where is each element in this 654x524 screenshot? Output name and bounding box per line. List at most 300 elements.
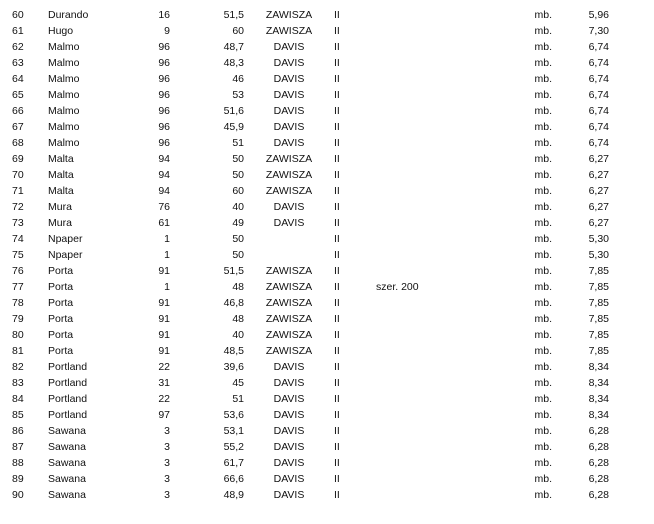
- unit-cell[interactable]: mb.: [534, 297, 552, 309]
- manufacturer-cell[interactable]: ZAWISZA: [265, 9, 313, 21]
- table-row: [0, 407, 618, 423]
- quantity-cell[interactable]: 96: [158, 137, 170, 149]
- grade-cell[interactable]: II: [334, 265, 340, 277]
- quantity-cell[interactable]: 3: [164, 425, 170, 437]
- unit-cell[interactable]: mb.: [534, 457, 552, 469]
- unit-cell[interactable]: mb.: [534, 105, 552, 117]
- price-cell[interactable]: 6,74: [588, 121, 609, 133]
- unit-cell[interactable]: mb.: [534, 233, 552, 245]
- note-cell[interactable]: [358, 471, 462, 487]
- value-cell[interactable]: 51,5: [223, 9, 244, 21]
- quantity-cell[interactable]: 3: [164, 473, 170, 485]
- product-name-cell[interactable]: Malmo: [48, 105, 80, 117]
- value-cell[interactable]: 55,2: [223, 441, 244, 453]
- manufacturer-cell[interactable]: ZAWISZA: [265, 185, 313, 197]
- value-cell[interactable]: 60: [232, 185, 244, 197]
- product-name-cell[interactable]: Porta: [48, 265, 74, 277]
- manufacturer-cell[interactable]: ZAWISZA: [265, 329, 313, 341]
- table-row: [0, 39, 618, 55]
- price-cell[interactable]: 6,28: [588, 457, 609, 469]
- row-number-cell[interactable]: 67: [12, 121, 24, 133]
- note-cell[interactable]: [358, 423, 462, 439]
- table-row: [0, 487, 618, 503]
- unit-cell[interactable]: mb.: [534, 425, 552, 437]
- note-cell[interactable]: [358, 263, 462, 279]
- value-cell[interactable]: 40: [232, 329, 244, 341]
- value-cell[interactable]: 46: [232, 73, 244, 85]
- table-row: [0, 23, 618, 39]
- price-cell[interactable]: 6,74: [588, 57, 609, 69]
- grade-cell[interactable]: II: [334, 457, 340, 469]
- product-name-cell[interactable]: Portland: [48, 393, 88, 405]
- quantity-cell[interactable]: 3: [164, 457, 170, 469]
- note-cell[interactable]: [358, 103, 462, 119]
- product-name-cell[interactable]: Mura: [48, 201, 72, 213]
- grade-cell[interactable]: II: [334, 201, 340, 213]
- value-cell[interactable]: 50: [232, 249, 244, 261]
- grade-cell[interactable]: II: [334, 153, 340, 165]
- value-cell[interactable]: 51: [232, 393, 244, 405]
- grade-cell[interactable]: II: [334, 393, 340, 405]
- row-number-cell[interactable]: 66: [12, 105, 24, 117]
- price-cell[interactable]: 8,34: [588, 361, 609, 373]
- manufacturer-cell[interactable]: DAVIS: [273, 73, 305, 85]
- price-cell[interactable]: 7,85: [588, 345, 609, 357]
- unit-cell[interactable]: mb.: [534, 249, 552, 261]
- grade-cell[interactable]: II: [334, 329, 340, 341]
- quantity-cell[interactable]: 1: [164, 281, 170, 293]
- table-row: [0, 55, 618, 71]
- price-cell[interactable]: 6,74: [588, 89, 609, 101]
- value-cell[interactable]: 53: [232, 89, 244, 101]
- product-name-cell[interactable]: Npaper: [48, 233, 83, 245]
- quantity-cell[interactable]: 3: [164, 441, 170, 453]
- manufacturer-cell[interactable]: DAVIS: [273, 489, 305, 501]
- value-cell[interactable]: 50: [232, 169, 244, 181]
- product-name-cell[interactable]: Malta: [48, 153, 74, 165]
- row-number-cell[interactable]: 85: [12, 409, 24, 421]
- price-cell[interactable]: 7,85: [588, 265, 609, 277]
- row-number-cell[interactable]: 81: [12, 345, 24, 357]
- price-cell[interactable]: 7,85: [588, 329, 609, 341]
- row-number-cell[interactable]: 71: [12, 185, 24, 197]
- note-cell[interactable]: [358, 407, 462, 423]
- row-number-cell[interactable]: 68: [12, 137, 24, 149]
- value-cell[interactable]: 53,1: [223, 425, 244, 437]
- unit-cell[interactable]: mb.: [534, 409, 552, 421]
- quantity-cell[interactable]: 91: [158, 329, 170, 341]
- manufacturer-cell[interactable]: ZAWISZA: [265, 153, 313, 165]
- price-cell[interactable]: 6,28: [588, 489, 609, 501]
- note-cell[interactable]: [358, 151, 462, 167]
- grade-cell[interactable]: II: [334, 473, 340, 485]
- note-cell[interactable]: szer. 200: [376, 281, 419, 293]
- note-cell[interactable]: [358, 199, 462, 215]
- manufacturer-cell[interactable]: ZAWISZA: [265, 297, 313, 309]
- value-cell[interactable]: 60: [232, 25, 244, 37]
- value-cell[interactable]: 39,6: [223, 361, 244, 373]
- product-name-cell[interactable]: Malmo: [48, 121, 80, 133]
- manufacturer-cell[interactable]: DAVIS: [273, 89, 305, 101]
- product-name-cell[interactable]: Durando: [48, 9, 89, 21]
- grade-cell[interactable]: II: [334, 185, 340, 197]
- price-cell[interactable]: 6,27: [588, 217, 609, 229]
- value-cell[interactable]: 50: [232, 233, 244, 245]
- manufacturer-cell[interactable]: [244, 231, 334, 247]
- value-cell[interactable]: 40: [232, 201, 244, 213]
- value-cell[interactable]: 51,6: [223, 105, 244, 117]
- price-cell[interactable]: 8,34: [588, 393, 609, 405]
- price-cell[interactable]: 6,27: [588, 153, 609, 165]
- grade-cell[interactable]: II: [334, 169, 340, 181]
- product-name-cell[interactable]: Porta: [48, 281, 74, 293]
- product-name-cell[interactable]: Malta: [48, 169, 74, 181]
- table-row: [0, 231, 618, 247]
- manufacturer-cell[interactable]: DAVIS: [273, 409, 305, 421]
- row-number-cell[interactable]: 74: [12, 233, 24, 245]
- row-number-cell[interactable]: 65: [12, 89, 24, 101]
- price-cell[interactable]: 6,28: [588, 441, 609, 453]
- table-row: [0, 151, 618, 167]
- row-number-cell[interactable]: 69: [12, 153, 24, 165]
- row-number-cell[interactable]: 70: [12, 169, 24, 181]
- unit-cell[interactable]: mb.: [534, 441, 552, 453]
- unit-cell[interactable]: mb.: [534, 121, 552, 133]
- note-cell[interactable]: [358, 359, 462, 375]
- product-name-cell[interactable]: Malta: [48, 185, 74, 197]
- price-cell[interactable]: 5,30: [588, 249, 609, 261]
- row-number-cell[interactable]: 78: [12, 297, 24, 309]
- value-cell[interactable]: 66,6: [223, 473, 244, 485]
- product-name-cell[interactable]: Malmo: [48, 137, 80, 149]
- grade-cell[interactable]: II: [334, 25, 340, 37]
- product-name-cell[interactable]: Hugo: [48, 25, 74, 37]
- product-name-cell[interactable]: Sawana: [48, 489, 86, 501]
- manufacturer-cell[interactable]: DAVIS: [273, 41, 305, 53]
- unit-cell[interactable]: mb.: [534, 281, 552, 293]
- quantity-cell[interactable]: 1: [164, 233, 170, 245]
- unit-cell[interactable]: mb.: [534, 473, 552, 485]
- grade-cell[interactable]: II: [334, 361, 340, 373]
- price-cell[interactable]: 6,74: [588, 41, 609, 53]
- note-cell[interactable]: [358, 39, 462, 55]
- quantity-cell[interactable]: 61: [158, 217, 170, 229]
- value-cell[interactable]: 45: [232, 377, 244, 389]
- note-cell[interactable]: [358, 311, 462, 327]
- quantity-cell[interactable]: 96: [158, 57, 170, 69]
- product-name-cell[interactable]: Porta: [48, 329, 74, 341]
- product-name-cell[interactable]: Porta: [48, 297, 74, 309]
- value-cell[interactable]: 53,6: [223, 409, 244, 421]
- grade-cell[interactable]: II: [334, 425, 340, 437]
- grade-cell[interactable]: II: [334, 377, 340, 389]
- product-name-cell[interactable]: Sawana: [48, 473, 86, 485]
- product-name-cell[interactable]: Sawana: [48, 457, 86, 469]
- note-cell[interactable]: [358, 55, 462, 71]
- quantity-cell[interactable]: 16: [158, 9, 170, 21]
- table-row: [0, 327, 618, 343]
- row-number-cell[interactable]: 77: [12, 281, 24, 293]
- value-cell[interactable]: 51: [232, 137, 244, 149]
- row-number-cell[interactable]: 72: [12, 201, 24, 213]
- manufacturer-cell[interactable]: DAVIS: [273, 57, 305, 69]
- manufacturer-cell[interactable]: [244, 247, 334, 263]
- price-cell[interactable]: 6,74: [588, 73, 609, 85]
- grade-cell[interactable]: II: [334, 137, 340, 149]
- note-cell[interactable]: [358, 183, 462, 199]
- grade-cell[interactable]: II: [334, 105, 340, 117]
- note-cell[interactable]: [358, 343, 462, 359]
- unit-cell[interactable]: mb.: [534, 185, 552, 197]
- row-number-cell[interactable]: 60: [12, 9, 24, 21]
- grade-cell[interactable]: II: [334, 489, 340, 501]
- product-name-cell[interactable]: Malmo: [48, 89, 80, 101]
- product-name-cell[interactable]: Portland: [48, 409, 88, 421]
- row-number-cell[interactable]: 80: [12, 329, 24, 341]
- quantity-cell[interactable]: 96: [158, 121, 170, 133]
- price-cell[interactable]: 6,74: [588, 105, 609, 117]
- grade-cell[interactable]: II: [334, 249, 340, 261]
- grade-cell[interactable]: II: [334, 121, 340, 133]
- note-cell[interactable]: [358, 455, 462, 471]
- note-cell[interactable]: [358, 167, 462, 183]
- note-cell[interactable]: [358, 327, 462, 343]
- price-cell[interactable]: 5,96: [588, 9, 609, 21]
- table-row: [0, 279, 618, 295]
- price-cell[interactable]: 7,30: [588, 25, 609, 37]
- grade-cell[interactable]: II: [334, 9, 340, 21]
- manufacturer-cell[interactable]: ZAWISZA: [265, 281, 313, 293]
- note-cell[interactable]: [358, 487, 462, 503]
- product-name-cell[interactable]: Porta: [48, 313, 74, 325]
- unit-cell[interactable]: mb.: [534, 25, 552, 37]
- grade-cell[interactable]: II: [334, 89, 340, 101]
- note-cell[interactable]: [358, 247, 462, 263]
- product-name-cell[interactable]: Sawana: [48, 425, 86, 437]
- quantity-cell[interactable]: 96: [158, 105, 170, 117]
- quantity-cell[interactable]: 91: [158, 313, 170, 325]
- note-cell[interactable]: [358, 375, 462, 391]
- unit-cell[interactable]: mb.: [534, 9, 552, 21]
- table-row: [0, 439, 618, 455]
- table-row: [0, 135, 618, 151]
- row-number-cell[interactable]: 83: [12, 377, 24, 389]
- product-name-cell[interactable]: Portland: [48, 361, 88, 373]
- unit-cell[interactable]: mb.: [534, 489, 552, 501]
- grade-cell[interactable]: II: [334, 233, 340, 245]
- row-number-cell[interactable]: 75: [12, 249, 24, 261]
- grade-cell[interactable]: II: [334, 217, 340, 229]
- note-cell[interactable]: [358, 87, 462, 103]
- value-cell[interactable]: 48: [232, 281, 244, 293]
- quantity-cell[interactable]: 94: [158, 153, 170, 165]
- unit-cell[interactable]: mb.: [534, 377, 552, 389]
- row-number-cell[interactable]: 82: [12, 361, 24, 373]
- unit-cell[interactable]: mb.: [534, 361, 552, 373]
- quantity-cell[interactable]: 94: [158, 169, 170, 181]
- value-cell[interactable]: 48,7: [223, 41, 244, 53]
- grade-cell[interactable]: II: [334, 345, 340, 357]
- value-cell[interactable]: 48,5: [223, 345, 244, 357]
- unit-cell[interactable]: mb.: [534, 393, 552, 405]
- grade-cell[interactable]: II: [334, 409, 340, 421]
- quantity-cell[interactable]: 91: [158, 265, 170, 277]
- price-cell[interactable]: 6,74: [588, 137, 609, 149]
- quantity-cell[interactable]: 3: [164, 489, 170, 501]
- row-number-cell[interactable]: 76: [12, 265, 24, 277]
- row-number-cell[interactable]: 73: [12, 217, 24, 229]
- row-number-cell[interactable]: 84: [12, 393, 24, 405]
- manufacturer-cell[interactable]: DAVIS: [273, 393, 305, 405]
- table-row: [0, 7, 618, 23]
- price-cell[interactable]: 6,27: [588, 185, 609, 197]
- quantity-cell[interactable]: 94: [158, 185, 170, 197]
- row-number-cell[interactable]: 89: [12, 473, 24, 485]
- product-name-cell[interactable]: Portland: [48, 377, 88, 389]
- row-number-cell[interactable]: 87: [12, 441, 24, 453]
- quantity-cell[interactable]: 91: [158, 345, 170, 357]
- quantity-cell[interactable]: 9: [164, 25, 170, 37]
- row-number-cell[interactable]: 64: [12, 73, 24, 85]
- row-number-cell[interactable]: 63: [12, 57, 24, 69]
- grade-cell[interactable]: II: [334, 57, 340, 69]
- unit-cell[interactable]: mb.: [534, 137, 552, 149]
- product-name-cell[interactable]: Malmo: [48, 41, 80, 53]
- unit-cell[interactable]: mb.: [534, 73, 552, 85]
- manufacturer-cell[interactable]: ZAWISZA: [265, 313, 313, 325]
- table-row: [0, 423, 618, 439]
- note-cell[interactable]: [358, 439, 462, 455]
- quantity-cell[interactable]: 97: [158, 409, 170, 421]
- price-cell[interactable]: 5,30: [588, 233, 609, 245]
- value-cell[interactable]: 46,8: [223, 297, 244, 309]
- note-cell[interactable]: [358, 7, 462, 23]
- price-cell[interactable]: 8,34: [588, 377, 609, 389]
- product-name-cell[interactable]: Npaper: [48, 249, 83, 261]
- table-row: [0, 391, 618, 407]
- manufacturer-cell[interactable]: DAVIS: [273, 473, 305, 485]
- manufacturer-cell[interactable]: DAVIS: [273, 105, 305, 117]
- note-cell[interactable]: [358, 71, 462, 87]
- note-cell[interactable]: [358, 295, 462, 311]
- value-cell[interactable]: 48: [232, 313, 244, 325]
- unit-cell[interactable]: mb.: [534, 153, 552, 165]
- value-cell[interactable]: 51,5: [223, 265, 244, 277]
- grade-cell[interactable]: II: [334, 313, 340, 325]
- note-cell[interactable]: [358, 23, 462, 39]
- quantity-cell[interactable]: 76: [158, 201, 170, 213]
- manufacturer-cell[interactable]: ZAWISZA: [265, 169, 313, 181]
- table-row: [0, 87, 618, 103]
- row-number-cell[interactable]: 62: [12, 41, 24, 53]
- manufacturer-cell[interactable]: DAVIS: [273, 217, 305, 229]
- quantity-cell[interactable]: 22: [158, 361, 170, 373]
- table-row: [0, 311, 618, 327]
- price-cell[interactable]: 7,85: [588, 297, 609, 309]
- quantity-cell[interactable]: 96: [158, 89, 170, 101]
- note-cell[interactable]: [358, 391, 462, 407]
- note-cell[interactable]: [358, 119, 462, 135]
- grade-cell[interactable]: II: [334, 297, 340, 309]
- row-number-cell[interactable]: 79: [12, 313, 24, 325]
- unit-cell[interactable]: mb.: [534, 201, 552, 213]
- price-cell[interactable]: 8,34: [588, 409, 609, 421]
- product-name-cell[interactable]: Mura: [48, 217, 72, 229]
- row-number-cell[interactable]: 61: [12, 25, 24, 37]
- unit-cell[interactable]: mb.: [534, 313, 552, 325]
- quantity-cell[interactable]: 22: [158, 393, 170, 405]
- manufacturer-cell[interactable]: DAVIS: [273, 457, 305, 469]
- grade-cell[interactable]: II: [334, 41, 340, 53]
- grade-cell[interactable]: II: [334, 281, 340, 293]
- unit-cell[interactable]: mb.: [534, 329, 552, 341]
- table-row: [0, 167, 618, 183]
- quantity-cell[interactable]: 96: [158, 73, 170, 85]
- row-number-cell[interactable]: 86: [12, 425, 24, 437]
- unit-cell[interactable]: mb.: [534, 89, 552, 101]
- grade-cell[interactable]: II: [334, 441, 340, 453]
- table-row: [0, 343, 618, 359]
- unit-cell[interactable]: mb.: [534, 169, 552, 181]
- manufacturer-cell[interactable]: DAVIS: [273, 425, 305, 437]
- manufacturer-cell[interactable]: DAVIS: [273, 201, 305, 213]
- quantity-cell[interactable]: 1: [164, 249, 170, 261]
- quantity-cell[interactable]: 31: [158, 377, 170, 389]
- unit-cell[interactable]: mb.: [534, 217, 552, 229]
- price-cell[interactable]: 7,85: [588, 313, 609, 325]
- unit-cell[interactable]: mb.: [534, 265, 552, 277]
- value-cell[interactable]: 50: [232, 153, 244, 165]
- product-name-cell[interactable]: Sawana: [48, 441, 86, 453]
- value-cell[interactable]: 48,3: [223, 57, 244, 69]
- product-name-cell[interactable]: Malmo: [48, 73, 80, 85]
- manufacturer-cell[interactable]: DAVIS: [273, 361, 305, 373]
- table-row: [0, 471, 618, 487]
- product-name-cell[interactable]: Porta: [48, 345, 74, 357]
- unit-cell[interactable]: mb.: [534, 57, 552, 69]
- price-cell[interactable]: 6,27: [588, 169, 609, 181]
- price-cell[interactable]: 6,27: [588, 201, 609, 213]
- unit-cell[interactable]: mb.: [534, 345, 552, 357]
- product-name-cell[interactable]: Malmo: [48, 57, 80, 69]
- manufacturer-cell[interactable]: DAVIS: [273, 377, 305, 389]
- value-cell[interactable]: 49: [232, 217, 244, 229]
- unit-cell[interactable]: mb.: [534, 41, 552, 53]
- manufacturer-cell[interactable]: DAVIS: [273, 441, 305, 453]
- row-number-cell[interactable]: 88: [12, 457, 24, 469]
- value-cell[interactable]: 45,9: [223, 121, 244, 133]
- note-cell[interactable]: [358, 231, 462, 247]
- manufacturer-cell[interactable]: ZAWISZA: [265, 265, 313, 277]
- quantity-cell[interactable]: 96: [158, 41, 170, 53]
- table-body: [0, 7, 618, 503]
- value-cell[interactable]: 48,9: [223, 489, 244, 501]
- manufacturer-cell[interactable]: ZAWISZA: [265, 345, 313, 357]
- grade-cell[interactable]: II: [334, 73, 340, 85]
- manufacturer-cell[interactable]: ZAWISZA: [265, 25, 313, 37]
- manufacturer-cell[interactable]: DAVIS: [273, 121, 305, 133]
- note-cell[interactable]: [358, 135, 462, 151]
- quantity-cell[interactable]: 91: [158, 297, 170, 309]
- note-cell[interactable]: [358, 215, 462, 231]
- value-cell[interactable]: 61,7: [223, 457, 244, 469]
- price-cell[interactable]: 7,85: [588, 281, 609, 293]
- manufacturer-cell[interactable]: DAVIS: [273, 137, 305, 149]
- row-number-cell[interactable]: 90: [12, 489, 24, 501]
- table-row: [0, 247, 618, 263]
- price-cell[interactable]: 6,28: [588, 473, 609, 485]
- price-cell[interactable]: 6,28: [588, 425, 609, 437]
